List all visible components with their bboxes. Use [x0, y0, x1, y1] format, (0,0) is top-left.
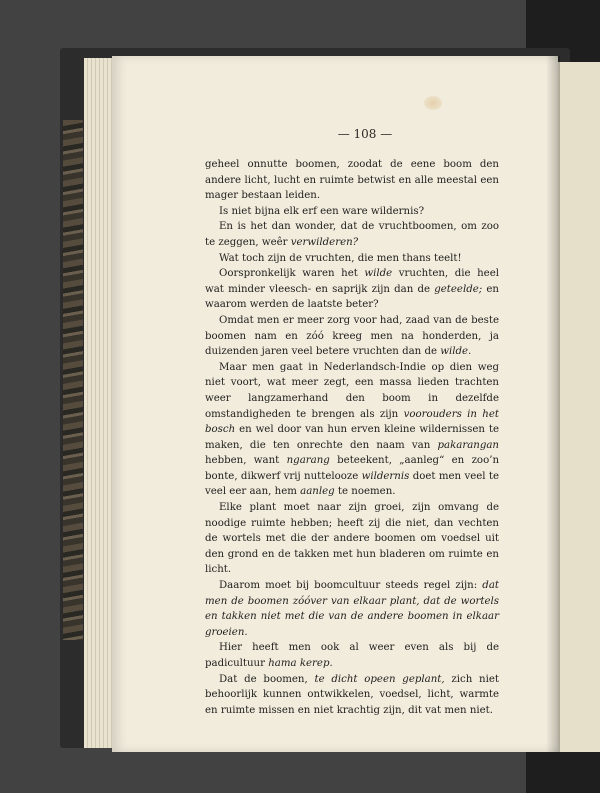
spine-shadow — [546, 56, 560, 752]
marbled-cover-edge — [63, 120, 83, 640]
paragraph — [205, 640, 499, 671]
paragraph — [205, 266, 499, 313]
italic-text: aanleg — [300, 486, 335, 498]
text-run: Oorspronkelijk waren het — [219, 268, 365, 280]
text-run: doet men veel te veel eer aan, hem — [205, 470, 499, 498]
text-run: Wat toch zijn de vruchten, die men thans teelt! — [219, 252, 462, 264]
text-run: Hier heeft men ook al weer even als bij de padicultuur — [205, 642, 499, 669]
paragraph — [205, 500, 499, 578]
italic-text: ngarang — [286, 455, 330, 467]
text-run: Omdat men er meer zorg voor had, zaad van de beste boomen nam en zóó kreeg men na honderden, ja duizenden jaren veel betere vruchten dan de — [205, 314, 499, 358]
italic-text: wilde — [364, 268, 393, 280]
paragraph — [205, 672, 499, 719]
text-run: Elke plant moet naar zijn groei, zijn omvang de noodige ruimte hebben; heeft zij die niet, dan vechten de wortels met die der andere boomen om voedsel uit den grond en de takken met hun bladeren om ruimte en licht. — [205, 502, 499, 576]
paragraph — [205, 360, 499, 500]
italic-text: wilde. — [440, 346, 472, 358]
text-run: Daarom moet bij boomcultuur steeds regel zijn: — [219, 580, 483, 592]
paper-stain — [424, 96, 442, 110]
text-run: zich niet behoorlijk kunnen ontwikkelen, voedsel, licht, warmte en ruimte missen en niet krachtig zijn, dit vat men niet. — [205, 673, 499, 716]
text-run: Maar men gaat in Nederlandsch-Indie op dien weg niet voort, wat meer zegt, een massa lieden trachten weer langzamerhand den boom in dezelfde omstandigheden te brengen als zijn — [205, 361, 499, 420]
text-run: Is niet bijna elk erf een ware wildernis? — [219, 205, 425, 217]
italic-text: dat men de boomen zóóver van elkaar plant, dat de wortels en takken niet met die van de andere boomen in elkaar groeien. — [205, 580, 499, 638]
italic-text: pakarangan — [437, 439, 499, 451]
italic-text: geteelde; — [434, 283, 483, 295]
text-run: En is het dan wonder, dat de vruchtboomen, om zoo te zeggen, weêr — [205, 221, 499, 248]
text-run: hebben, want — [205, 455, 287, 467]
text-run: Dat de boomen, — [219, 673, 315, 685]
paragraph — [205, 313, 499, 360]
italic-text: verwilderen? — [290, 236, 359, 248]
italic-text: te dicht opeen geplant, — [314, 673, 445, 685]
paragraph — [205, 219, 499, 250]
paragraph — [205, 578, 499, 640]
body-text — [205, 157, 499, 718]
text-run: vruchten, die heel wat minder vleesch- en saprijk zijn dan de — [205, 268, 500, 295]
paragraph — [205, 204, 499, 220]
text-run: geheel onnutte boomen, zoodat de eene boom den andere licht, lucht en ruimte betwist en alle meestal een mager bestaan leiden. — [205, 159, 499, 202]
italic-text: voorouders in het bosch — [205, 408, 499, 436]
text-run: te noemen. — [334, 486, 396, 498]
italic-text: hama kerep. — [268, 658, 333, 669]
text-run: beteekent, „aanleg“ en zoo’n bonte, dikwerf vrij nuttelooze — [205, 455, 500, 482]
text-run: en wel door van hun erven kleine wildernissen te maken, die ten onrechte den naam van — [205, 424, 499, 451]
text-run: en waarom werden de laatste beter? — [205, 283, 499, 311]
paragraph — [205, 157, 499, 204]
page-number: — 108 — — [337, 127, 393, 141]
italic-text: wildernis — [361, 470, 410, 482]
paragraph — [205, 251, 499, 267]
facing-page — [556, 62, 600, 752]
